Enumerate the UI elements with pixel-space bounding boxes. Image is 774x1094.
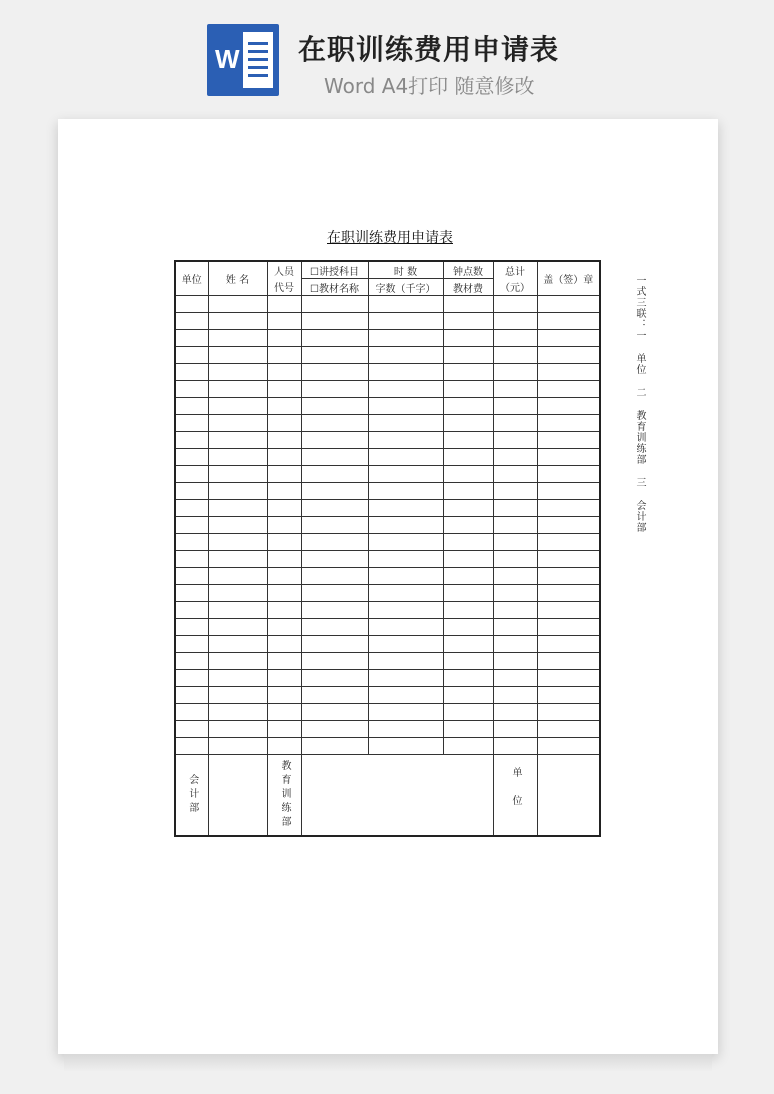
table-cell[interactable]: [301, 670, 368, 687]
table-cell[interactable]: [537, 551, 600, 568]
table-cell[interactable]: [301, 636, 368, 653]
table-row: [175, 500, 600, 517]
table-cell[interactable]: [208, 636, 267, 653]
table-cell[interactable]: [537, 364, 600, 381]
col-subject-2: ☐教材名称: [301, 279, 368, 296]
table-cell[interactable]: [493, 619, 537, 636]
table-row: [175, 466, 600, 483]
table-cell[interactable]: [493, 636, 537, 653]
table-row: [175, 687, 600, 704]
table-cell[interactable]: [537, 721, 600, 738]
table-cell[interactable]: [493, 653, 537, 670]
table-cell[interactable]: [537, 313, 600, 330]
table-cell[interactable]: [267, 483, 301, 500]
col-staff-code-2: 代号: [267, 279, 301, 296]
table-cell[interactable]: [301, 704, 368, 721]
table-cell[interactable]: [368, 534, 443, 551]
table-cell[interactable]: [175, 687, 208, 704]
table-cell[interactable]: [208, 364, 267, 381]
table-cell[interactable]: [443, 381, 493, 398]
table-cell[interactable]: [208, 568, 267, 585]
table-cell[interactable]: [368, 415, 443, 432]
table-row: [175, 653, 600, 670]
table-cell[interactable]: [537, 534, 600, 551]
page-shadow: [64, 1054, 712, 1072]
data-rows: [175, 296, 600, 755]
table-cell[interactable]: [301, 398, 368, 415]
table-cell[interactable]: [443, 296, 493, 313]
table-cell[interactable]: [537, 449, 600, 466]
table-cell[interactable]: [368, 364, 443, 381]
table-cell[interactable]: [301, 466, 368, 483]
table-cell[interactable]: [368, 568, 443, 585]
col-seal: 盖（签）章: [537, 261, 600, 296]
table-cell[interactable]: [537, 381, 600, 398]
table-row: [175, 296, 600, 313]
table-row: [175, 449, 600, 466]
table-cell[interactable]: [301, 585, 368, 602]
table-cell[interactable]: [493, 296, 537, 313]
table-cell[interactable]: [267, 534, 301, 551]
table-cell[interactable]: [267, 398, 301, 415]
footer-unit-sign[interactable]: [537, 755, 600, 837]
table-row: [175, 670, 600, 687]
col-total-2: （元）: [493, 279, 537, 296]
table-cell[interactable]: [537, 653, 600, 670]
table-cell[interactable]: [537, 687, 600, 704]
table-cell[interactable]: [368, 296, 443, 313]
table-cell[interactable]: [493, 381, 537, 398]
table-cell[interactable]: [443, 670, 493, 687]
table-cell[interactable]: [267, 466, 301, 483]
table-cell[interactable]: [537, 483, 600, 500]
table-cell[interactable]: [368, 670, 443, 687]
table-row: [175, 619, 600, 636]
table-cell[interactable]: [443, 483, 493, 500]
word-letter: W: [215, 44, 240, 74]
table-cell[interactable]: [175, 415, 208, 432]
table-cell[interactable]: [267, 364, 301, 381]
table-cell[interactable]: [301, 551, 368, 568]
page-title: 在职训练费用申请表: [298, 33, 560, 66]
table-cell[interactable]: [537, 432, 600, 449]
table-cell[interactable]: [301, 381, 368, 398]
table-cell[interactable]: [537, 568, 600, 585]
table-cell[interactable]: [493, 704, 537, 721]
col-rate-2: 教材费: [443, 279, 493, 296]
table-cell[interactable]: [368, 381, 443, 398]
footer-education: 教育训练部: [267, 755, 301, 837]
table-cell[interactable]: [537, 738, 600, 755]
table-cell[interactable]: [537, 619, 600, 636]
table-cell[interactable]: [208, 313, 267, 330]
table-cell[interactable]: [301, 568, 368, 585]
table-cell[interactable]: [267, 415, 301, 432]
table-cell[interactable]: [537, 415, 600, 432]
table-cell[interactable]: [368, 653, 443, 670]
table-cell[interactable]: [443, 687, 493, 704]
table-cell[interactable]: [175, 483, 208, 500]
table-cell[interactable]: [175, 381, 208, 398]
table-cell[interactable]: [175, 670, 208, 687]
table-cell[interactable]: [493, 585, 537, 602]
table-cell[interactable]: [301, 517, 368, 534]
table-cell[interactable]: [443, 449, 493, 466]
word-icon: [207, 24, 279, 96]
table-row: [175, 483, 600, 500]
table-cell[interactable]: [537, 517, 600, 534]
table-cell[interactable]: [368, 738, 443, 755]
table-cell[interactable]: [267, 381, 301, 398]
table-cell[interactable]: [208, 534, 267, 551]
table-cell[interactable]: [493, 534, 537, 551]
table-cell[interactable]: [443, 415, 493, 432]
table-cell[interactable]: [537, 466, 600, 483]
table-cell[interactable]: [443, 500, 493, 517]
table-cell[interactable]: [301, 449, 368, 466]
table-row: [175, 415, 600, 432]
application-table: [174, 260, 601, 837]
table-cell[interactable]: [208, 500, 267, 517]
table-cell[interactable]: [208, 738, 267, 755]
table-cell[interactable]: [368, 330, 443, 347]
table-cell[interactable]: [368, 619, 443, 636]
table-cell[interactable]: [267, 551, 301, 568]
table-row: [175, 432, 600, 449]
table-cell[interactable]: [493, 602, 537, 619]
table-cell[interactable]: [443, 551, 493, 568]
table-cell[interactable]: [267, 721, 301, 738]
table-cell[interactable]: [175, 636, 208, 653]
table-cell[interactable]: [443, 704, 493, 721]
footer-unit: 单位: [493, 755, 537, 837]
table-cell[interactable]: [301, 364, 368, 381]
table-cell[interactable]: [368, 602, 443, 619]
table-cell[interactable]: [537, 330, 600, 347]
table-cell[interactable]: [208, 721, 267, 738]
table-cell[interactable]: [443, 738, 493, 755]
table-row: [175, 364, 600, 381]
table-cell[interactable]: [267, 568, 301, 585]
table-cell[interactable]: [208, 432, 267, 449]
table-cell[interactable]: [443, 568, 493, 585]
col-total-1: 总计: [493, 261, 537, 279]
col-staff-code-1: 人员: [267, 261, 301, 279]
table-cell[interactable]: [368, 313, 443, 330]
table-cell[interactable]: [267, 636, 301, 653]
table-cell[interactable]: [368, 466, 443, 483]
table-row: [175, 721, 600, 738]
table-cell[interactable]: [443, 602, 493, 619]
table-cell[interactable]: [267, 653, 301, 670]
table-cell[interactable]: [368, 432, 443, 449]
table-cell[interactable]: [175, 347, 208, 364]
col-unit: 单位: [175, 261, 208, 296]
table-row: [175, 551, 600, 568]
table-cell[interactable]: [301, 602, 368, 619]
col-subject-1: ☐讲授科目: [301, 261, 368, 279]
table-cell[interactable]: [443, 313, 493, 330]
table-cell[interactable]: [537, 500, 600, 517]
table-cell[interactable]: [301, 619, 368, 636]
table-cell[interactable]: [537, 636, 600, 653]
table-cell[interactable]: [267, 296, 301, 313]
table-cell[interactable]: [175, 432, 208, 449]
table-cell[interactable]: [267, 704, 301, 721]
document-page: [58, 119, 718, 1054]
table-cell[interactable]: [443, 517, 493, 534]
col-hours-2: 字数（千字）: [368, 279, 443, 296]
footer-accounting: 会计部: [175, 755, 208, 837]
col-hours-1: 时 数: [368, 261, 443, 279]
footer-accounting-sign[interactable]: [208, 755, 267, 837]
header: [0, 0, 774, 110]
table-cell[interactable]: [493, 738, 537, 755]
table-cell[interactable]: [443, 347, 493, 364]
table-cell[interactable]: [493, 347, 537, 364]
page-subtitle: Word A4打印 随意修改: [324, 74, 535, 98]
table-cell[interactable]: [301, 500, 368, 517]
table-row: [175, 636, 600, 653]
table-row: [175, 602, 600, 619]
table-cell[interactable]: [175, 313, 208, 330]
table-cell[interactable]: [175, 466, 208, 483]
table-cell[interactable]: [537, 398, 600, 415]
table-cell[interactable]: [443, 398, 493, 415]
table-cell[interactable]: [175, 602, 208, 619]
copies-note: 一式三联：一 单位 二 教育训练部 三 会计部: [634, 275, 645, 533]
table-cell[interactable]: [443, 653, 493, 670]
table-row: [175, 381, 600, 398]
table-cell[interactable]: [267, 738, 301, 755]
table-cell[interactable]: [208, 687, 267, 704]
table-cell[interactable]: [368, 704, 443, 721]
table-cell[interactable]: [208, 704, 267, 721]
table-cell[interactable]: [493, 313, 537, 330]
table-cell[interactable]: [493, 483, 537, 500]
table-cell[interactable]: [267, 517, 301, 534]
table-cell[interactable]: [267, 313, 301, 330]
table-cell[interactable]: [443, 636, 493, 653]
table-cell[interactable]: [443, 466, 493, 483]
table-row: [175, 568, 600, 585]
table-cell[interactable]: [301, 330, 368, 347]
table-cell[interactable]: [301, 738, 368, 755]
table-cell[interactable]: [267, 347, 301, 364]
table-cell[interactable]: [493, 466, 537, 483]
table-cell[interactable]: [368, 721, 443, 738]
table-cell[interactable]: [301, 296, 368, 313]
table-cell[interactable]: [443, 619, 493, 636]
table-cell[interactable]: [537, 670, 600, 687]
table-cell[interactable]: [175, 517, 208, 534]
table-row: [175, 398, 600, 415]
table-cell[interactable]: [368, 585, 443, 602]
table-cell[interactable]: [301, 347, 368, 364]
table-cell[interactable]: [208, 602, 267, 619]
footer-education-sign[interactable]: [301, 755, 493, 837]
table-cell[interactable]: [493, 398, 537, 415]
table-row: [175, 517, 600, 534]
table-cell[interactable]: [368, 398, 443, 415]
table-cell[interactable]: [208, 398, 267, 415]
table-row: [175, 704, 600, 721]
table-cell[interactable]: [175, 619, 208, 636]
table-cell[interactable]: [267, 602, 301, 619]
table-cell[interactable]: [267, 432, 301, 449]
table-cell[interactable]: [175, 364, 208, 381]
table-cell[interactable]: [208, 585, 267, 602]
form-title: 在职训练费用申请表: [327, 230, 453, 246]
table-cell[interactable]: [175, 534, 208, 551]
table-cell[interactable]: [537, 704, 600, 721]
table-cell[interactable]: [493, 330, 537, 347]
table-cell[interactable]: [208, 415, 267, 432]
table-cell[interactable]: [443, 432, 493, 449]
table-cell[interactable]: [208, 619, 267, 636]
table-cell[interactable]: [301, 534, 368, 551]
table-cell[interactable]: [443, 534, 493, 551]
table-cell[interactable]: [175, 738, 208, 755]
table-cell[interactable]: [301, 483, 368, 500]
table-cell[interactable]: [493, 415, 537, 432]
table-cell[interactable]: [208, 449, 267, 466]
table-cell[interactable]: [175, 551, 208, 568]
table-cell[interactable]: [208, 381, 267, 398]
document-lines-icon: [243, 32, 273, 88]
table-cell[interactable]: [208, 551, 267, 568]
table-cell[interactable]: [267, 670, 301, 687]
table-row: [175, 585, 600, 602]
table-row: [175, 347, 600, 364]
table-row: [175, 534, 600, 551]
table-cell[interactable]: [208, 347, 267, 364]
table-cell[interactable]: [368, 500, 443, 517]
table-cell[interactable]: [208, 517, 267, 534]
table-cell[interactable]: [301, 653, 368, 670]
table-cell[interactable]: [493, 687, 537, 704]
table-cell[interactable]: [493, 364, 537, 381]
table-cell[interactable]: [493, 517, 537, 534]
table-cell[interactable]: [368, 551, 443, 568]
table-row: [175, 313, 600, 330]
table-cell[interactable]: [267, 449, 301, 466]
table-cell[interactable]: [443, 585, 493, 602]
table-cell[interactable]: [493, 449, 537, 466]
table-cell[interactable]: [175, 653, 208, 670]
col-name: 姓 名: [208, 261, 267, 296]
table-cell[interactable]: [301, 432, 368, 449]
table-row: [175, 738, 600, 755]
table-cell[interactable]: [493, 432, 537, 449]
table-cell[interactable]: [208, 653, 267, 670]
table-cell[interactable]: [368, 449, 443, 466]
table-cell[interactable]: [537, 296, 600, 313]
table-cell[interactable]: [368, 687, 443, 704]
table-cell[interactable]: [208, 670, 267, 687]
col-rate-1: 钟点数: [443, 261, 493, 279]
table-cell[interactable]: [208, 466, 267, 483]
table-cell[interactable]: [175, 568, 208, 585]
table-row: [175, 330, 600, 347]
table-cell[interactable]: [493, 551, 537, 568]
table-cell[interactable]: [301, 687, 368, 704]
table-cell[interactable]: [301, 721, 368, 738]
table-cell[interactable]: [175, 449, 208, 466]
table-cell[interactable]: [175, 585, 208, 602]
table-cell[interactable]: [443, 364, 493, 381]
table-cell[interactable]: [175, 500, 208, 517]
table-cell[interactable]: [537, 585, 600, 602]
table-cell[interactable]: [175, 296, 208, 313]
table-cell[interactable]: [175, 330, 208, 347]
table-cell[interactable]: [267, 330, 301, 347]
table-cell[interactable]: [301, 313, 368, 330]
table-cell[interactable]: [368, 636, 443, 653]
table-cell[interactable]: [368, 347, 443, 364]
table-cell[interactable]: [537, 602, 600, 619]
table-cell[interactable]: [368, 517, 443, 534]
table-cell[interactable]: [301, 415, 368, 432]
table-cell[interactable]: [493, 568, 537, 585]
table-cell[interactable]: [443, 721, 493, 738]
table-cell[interactable]: [267, 687, 301, 704]
table-cell[interactable]: [368, 483, 443, 500]
table-cell[interactable]: [267, 585, 301, 602]
table-cell[interactable]: [493, 721, 537, 738]
table-cell[interactable]: [208, 296, 267, 313]
table-cell[interactable]: [443, 330, 493, 347]
table-cell[interactable]: [208, 330, 267, 347]
table-cell[interactable]: [175, 398, 208, 415]
table-cell[interactable]: [537, 347, 600, 364]
table-cell[interactable]: [175, 721, 208, 738]
table-cell[interactable]: [267, 500, 301, 517]
table-cell[interactable]: [493, 500, 537, 517]
table-cell[interactable]: [208, 483, 267, 500]
table-cell[interactable]: [493, 670, 537, 687]
table-cell[interactable]: [267, 619, 301, 636]
table-cell[interactable]: [175, 704, 208, 721]
